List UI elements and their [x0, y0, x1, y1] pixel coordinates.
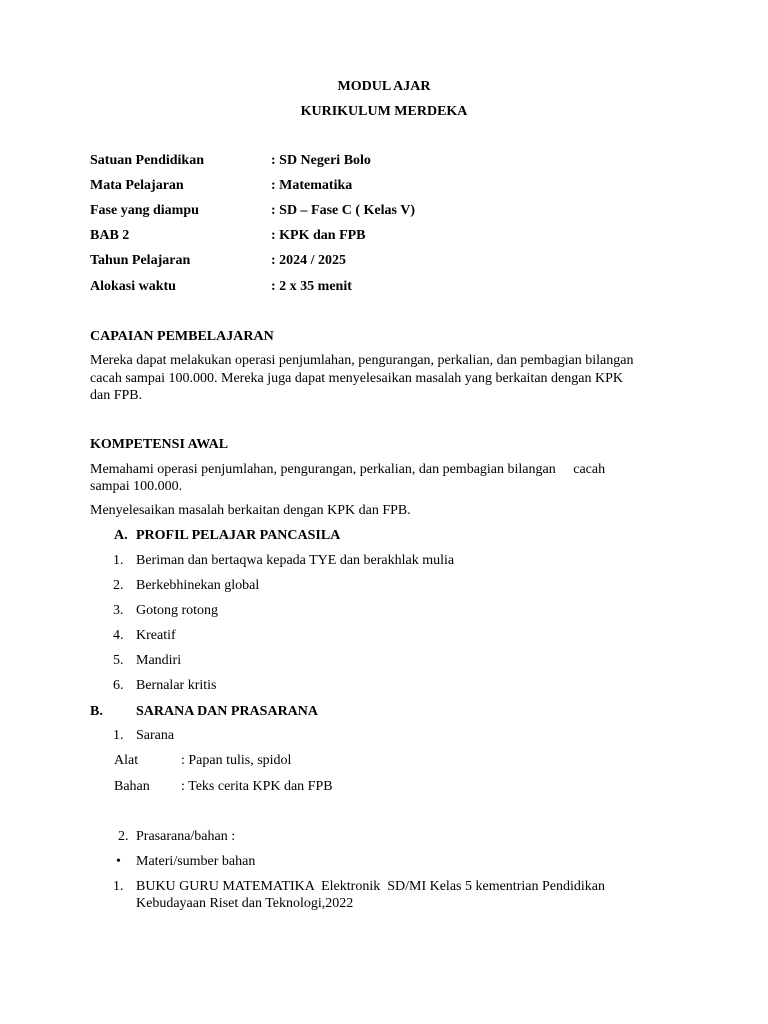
list-number: 4. [113, 628, 124, 643]
bahan-value: : Teks cerita KPK dan FPB [181, 779, 333, 794]
identity-label: Alokasi waktu [90, 279, 176, 294]
kompetensi-heading: KOMPETENSI AWAL [90, 437, 229, 452]
identity-value: : Matematika [271, 178, 353, 193]
list-item: Beriman dan bertaqwa kepada TYE dan berakhlak mulia [136, 553, 455, 568]
profil-heading: PROFIL PELAJAR PANCASILA [136, 528, 341, 543]
list-number: 2. [118, 829, 129, 844]
identity-value: : 2024 / 2025 [271, 253, 347, 268]
identity-value: : SD Negeri Bolo [271, 153, 371, 168]
list-number: 1. [113, 728, 124, 743]
section-marker: B. [90, 704, 103, 719]
capaian-text-line: Mereka dapat melakukan operasi penjumlahan, pengurangan, perkalian, dan pembagian bilangan [90, 353, 634, 368]
list-number: 6. [113, 678, 124, 693]
identity-value: : 2 x 35 menit [271, 279, 352, 294]
list-item: Gotong rotong [136, 603, 219, 618]
section-marker: A. [114, 528, 128, 543]
source-text-line: BUKU GURU MATEMATIKA Elektronik SD/MI Kelas 5 kementrian Pendidikan [136, 879, 605, 894]
identity-label: Fase yang diampu [90, 203, 199, 218]
kompetensi-text: Menyelesaikan masalah berkaitan dengan KPK dan FPB. [90, 503, 411, 518]
sarana-heading: SARANA DAN PRASARANA [136, 704, 319, 719]
document-title: MODUL AJAR [337, 79, 431, 94]
alat-value: : Papan tulis, spidol [181, 753, 292, 768]
document-subtitle: KURIKULUM MERDEKA [300, 104, 468, 119]
bullet-item: Materi/sumber bahan [136, 854, 256, 869]
list-item: Prasarana/bahan : [136, 829, 236, 844]
identity-value: : SD – Fase C ( Kelas V) [271, 203, 416, 218]
bullet-icon: • [116, 854, 121, 869]
identity-label: Tahun Pelajaran [90, 253, 191, 268]
list-item: Sarana [136, 728, 175, 743]
identity-label: BAB 2 [90, 228, 130, 243]
list-item: Kreatif [136, 628, 176, 643]
kompetensi-text-line: sampai 100.000. [90, 479, 183, 494]
source-text-line: Kebudayaan Riset dan Teknologi,2022 [136, 896, 354, 911]
list-item: Berkebhinekan global [136, 578, 260, 593]
kompetensi-text-line: Memahami operasi penjumlahan, pengurangan, perkalian, dan pembagian bilangan cacah [90, 462, 606, 477]
list-number: 1. [113, 553, 124, 568]
list-item: Mandiri [136, 653, 182, 668]
alat-label: Alat [114, 753, 139, 768]
capaian-text-line: dan FPB. [90, 388, 143, 403]
identity-label: Mata Pelajaran [90, 178, 184, 193]
list-number: 1. [113, 879, 124, 894]
capaian-heading: CAPAIAN PEMBELAJARAN [90, 329, 274, 344]
capaian-text-line: cacah sampai 100.000. Mereka juga dapat menyelesaikan masalah yang berkaitan dengan KPK [90, 371, 623, 386]
list-number: 5. [113, 653, 124, 668]
identity-label: Satuan Pendidikan [90, 153, 204, 168]
list-item: Bernalar kritis [136, 678, 217, 693]
identity-value: : KPK dan FPB [271, 228, 366, 243]
list-number: 3. [113, 603, 124, 618]
list-number: 2. [113, 578, 124, 593]
bahan-label: Bahan [114, 779, 150, 794]
